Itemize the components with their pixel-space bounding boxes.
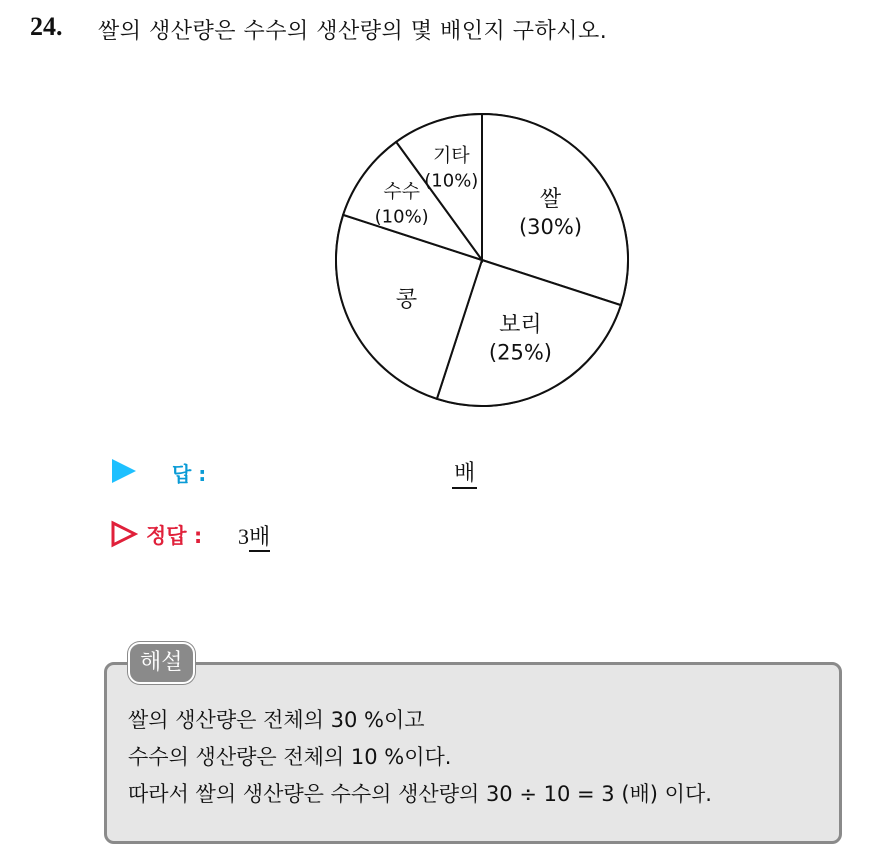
question-text: 쌀의 생산량은 수수의 생산량의 몇 배인지 구하시오. — [98, 19, 608, 44]
solution-line-1: 쌀의 생산량은 전체의 30 %이고 — [128, 708, 425, 732]
correct-answer-value — [238, 520, 270, 551]
pie-label-name-4: 수수 — [383, 180, 421, 203]
solution-line-3: 따라서 쌀의 생산량은 수수의 생산량의 30 ÷ 10 = 3 (배) 이다. — [128, 782, 712, 806]
pie-label-name-5: 기타 — [432, 144, 470, 167]
pie-label-percent-5: (10%) — [424, 170, 479, 192]
pie-label-name-2: 보리 — [499, 312, 542, 338]
answer-arrow-icon — [112, 459, 136, 483]
solution-tab: 해설 — [128, 642, 195, 684]
solution-line-2: 수수의 생산량은 전체의 10 %이다. — [128, 745, 452, 769]
pie-label-name-3: 콩 — [395, 287, 418, 313]
pie-label-name-1: 쌀 — [539, 187, 562, 213]
answer-unit[interactable]: 배 — [452, 456, 477, 489]
correct-arrow-icon — [110, 520, 138, 548]
question-number: 24. — [30, 12, 63, 41]
correct-answer-number: 3 — [238, 524, 249, 549]
answer-label: 답 : — [172, 462, 207, 486]
pie-label-percent-2: (25%) — [488, 340, 552, 365]
pie-label-percent-4: (10%) — [374, 206, 429, 228]
pie-label-percent-1: (30%) — [518, 215, 583, 240]
pie-chart — [325, 108, 635, 418]
correct-answer-label: 정답 : — [146, 524, 203, 548]
correct-answer-unit: 배 — [249, 525, 271, 550]
